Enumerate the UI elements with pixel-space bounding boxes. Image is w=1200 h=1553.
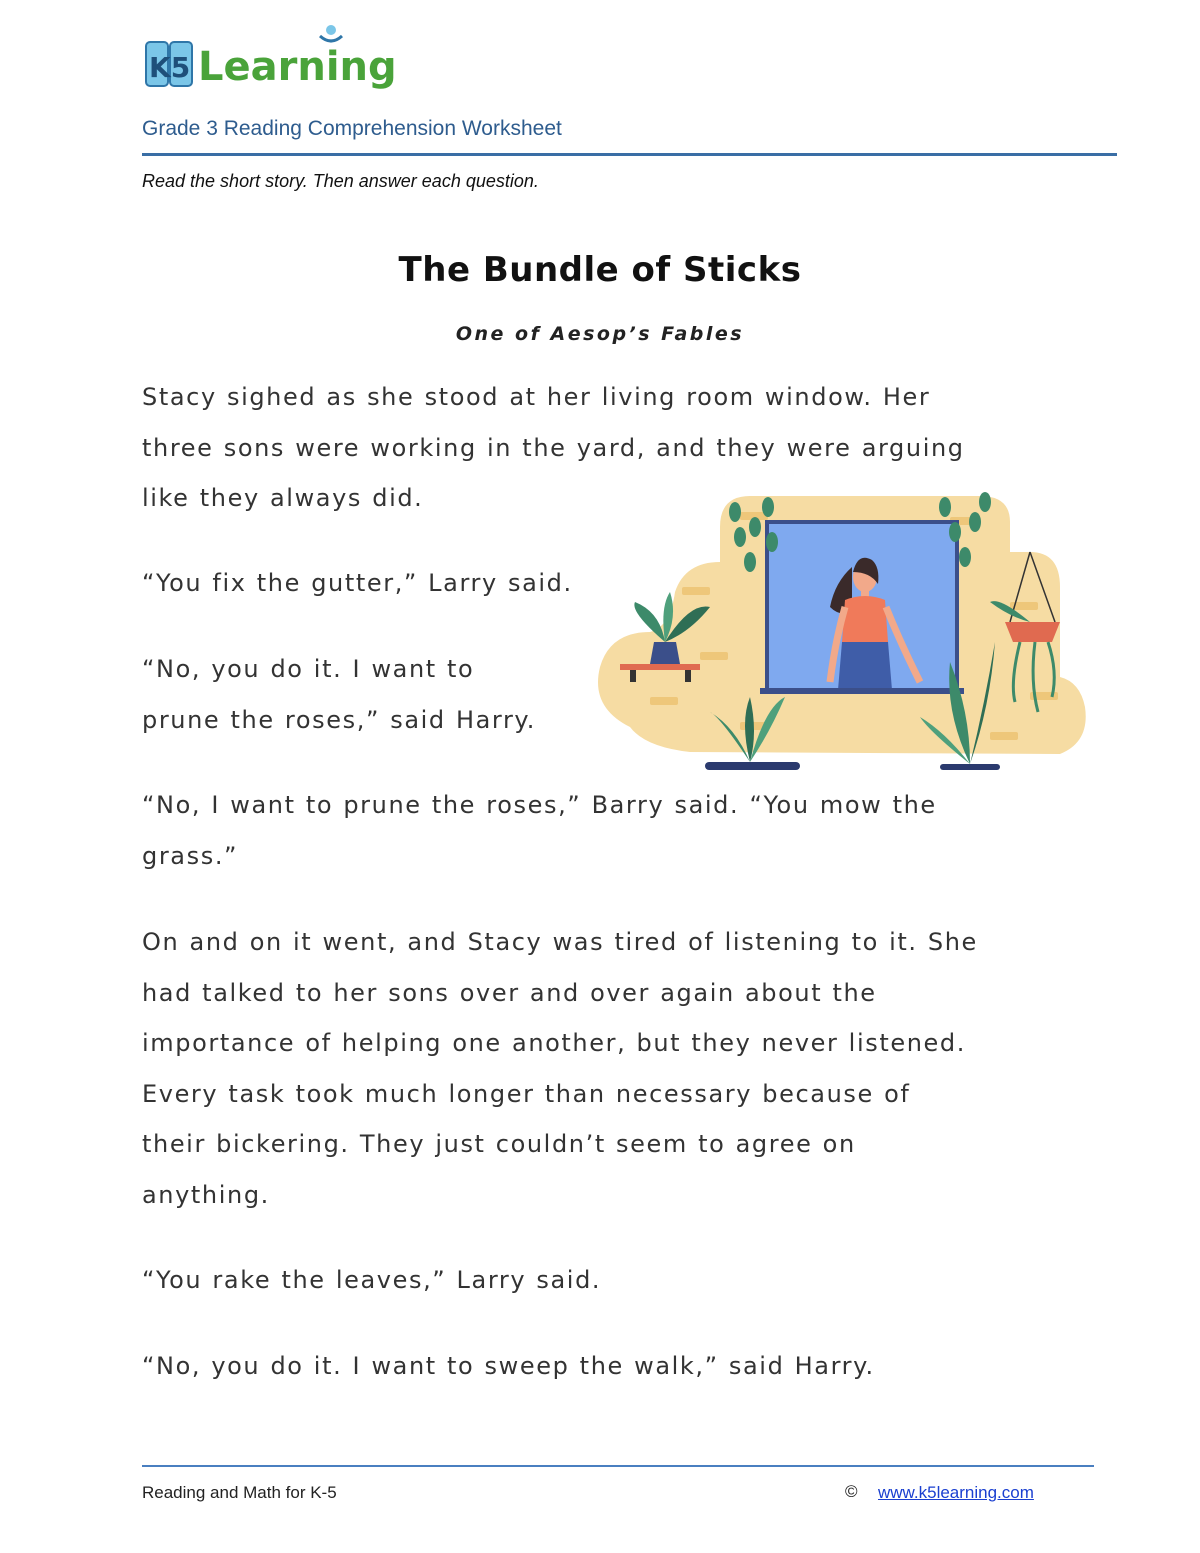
- worksheet-title: Grade 3 Reading Comprehension Worksheet: [142, 117, 562, 140]
- story-line: anything.: [142, 1180, 270, 1209]
- story-line: “No, I want to prune the roses,” Barry said. “You mow the: [142, 791, 937, 819]
- story-line: Every task took much longer than necessary because of: [142, 1079, 911, 1108]
- svg-text:Learning: Learning: [198, 44, 397, 90]
- story-paragraph: [142, 644, 536, 745]
- story-line: On and on it went, and Stacy was tired of listening to it. She: [142, 928, 978, 956]
- footer-divider: [142, 1465, 1094, 1467]
- story-line: “No, you do it. I want to sweep the walk,” said Harry.: [142, 1352, 875, 1380]
- k5-learning-logo: [142, 22, 402, 94]
- woman-at-window-illustration: [590, 492, 1090, 777]
- story-line: “You fix the gutter,” Larry said.: [142, 569, 573, 597]
- story-line: importance of helping one another, but they never listened.: [142, 1029, 966, 1057]
- story-line: their bickering. They just couldn’t seem to agree on: [142, 1130, 856, 1158]
- story-line: grass.”: [142, 841, 239, 870]
- header-divider: [142, 153, 1117, 156]
- story-line: “No, you do it. I want to: [142, 655, 475, 683]
- story-line: “You rake the leaves,” Larry said.: [142, 1266, 602, 1294]
- k5learning-link[interactable]: www.k5learning.com: [878, 1483, 1034, 1502]
- copyright-symbol: ©: [845, 1482, 858, 1501]
- story-paragraph: [142, 917, 978, 1220]
- story-line: had talked to her sons over and over again about the: [142, 978, 877, 1007]
- instructions: Read the short story. Then answer each question.: [142, 171, 539, 191]
- story-title: The Bundle of Sticks: [398, 250, 802, 290]
- story-paragraph: [142, 780, 937, 881]
- story-paragraph: [142, 1255, 601, 1306]
- story-paragraph: [142, 558, 573, 609]
- story-line: prune the roses,” said Harry.: [142, 705, 537, 734]
- story-paragraph: [142, 1341, 875, 1392]
- story-line: three sons were working in the yard, and they were arguing: [142, 433, 965, 462]
- story-subtitle: One of Aesop’s Fables: [455, 323, 745, 345]
- svg-text:K5: K5: [149, 51, 191, 84]
- footer-tagline: Reading and Math for K-5: [142, 1483, 337, 1502]
- story-line: Stacy sighed as she stood at her living room window. Her: [142, 383, 931, 411]
- story-line: like they always did.: [142, 484, 424, 512]
